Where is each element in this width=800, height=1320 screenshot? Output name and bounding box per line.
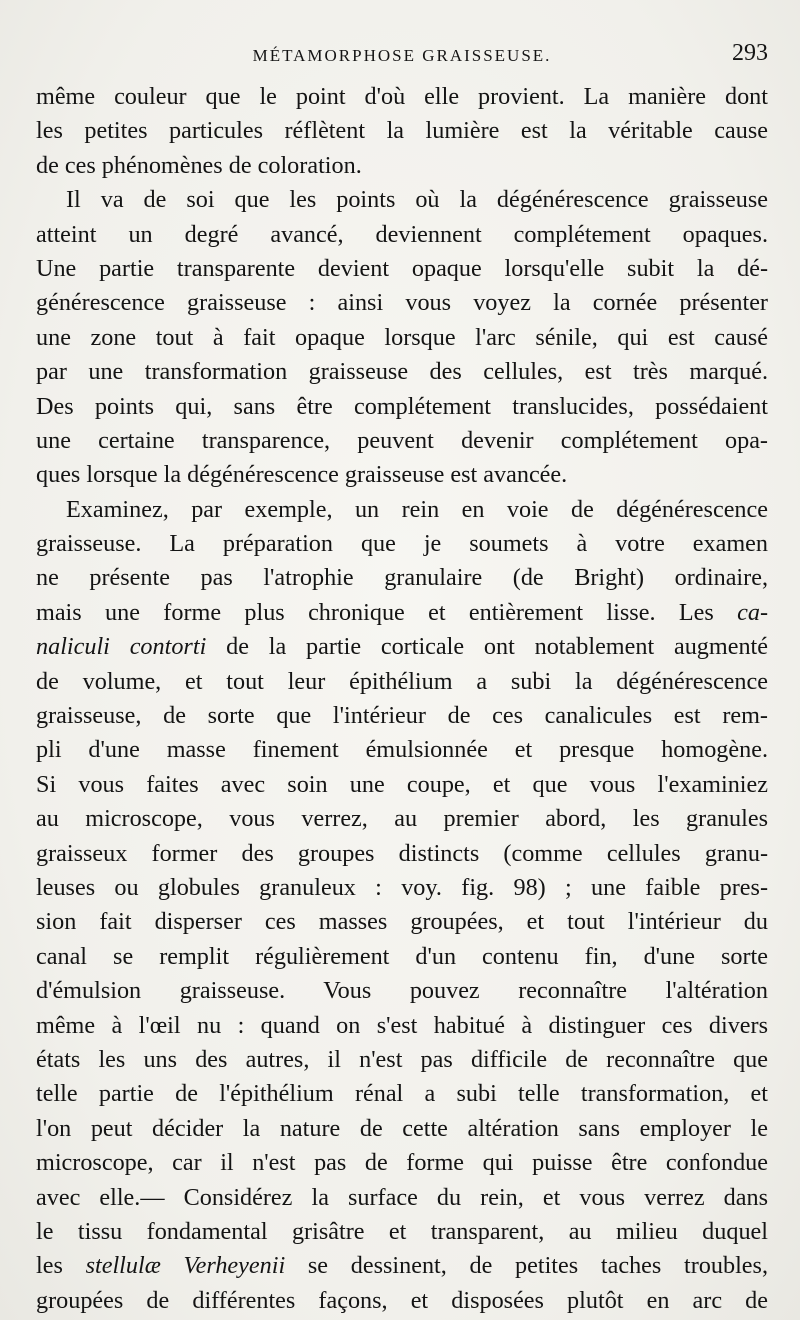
- text-line: [36, 1249, 768, 1283]
- text-line: l'on peut décider la nature de cette altération sans employer le: [36, 1114, 768, 1142]
- text-line: ques lorsque la dégénérescence graisseuse est avancée.: [36, 461, 568, 489]
- text-line: d'émulsion graisseuse. Vous pouvez reconnaître l'altération: [36, 977, 768, 1005]
- text-line: Des points qui, sans être complétement translucides, possédaient: [36, 392, 768, 420]
- text-line: sion fait disperser ces masses groupées, et tout l'intérieur du: [36, 908, 768, 936]
- text-line: de ces phénomènes de coloration.: [36, 151, 362, 179]
- text-line: même couleur que le point d'où elle provient. La manière dont: [36, 83, 768, 110]
- text-line: [36, 630, 768, 664]
- text-line: Une partie transparente devient opaque lorsqu'elle subit la dé-: [36, 254, 768, 282]
- text-fragment: les: [36, 1252, 86, 1280]
- text-line: les petites particules réflètent la lumière est la véritable cause: [36, 117, 768, 145]
- text-line: une certaine transparence, peuvent devenir complétement opa-: [36, 426, 768, 454]
- running-head: [36, 40, 768, 76]
- text-line: pli d'une masse finement émulsionnée et presque homogène.: [36, 736, 768, 764]
- text-line: états les uns des autres, il n'est pas difficile de reconnaître que: [36, 1045, 768, 1073]
- text-line: avec elle.— Considérez la surface du rein, et vous verrez dans: [36, 1183, 768, 1211]
- text-line: graisseux former des groupes distincts (comme cellules granu-: [36, 839, 768, 867]
- page-number: 293: [732, 40, 768, 66]
- text-line: générescence graisseuse : ainsi vous voyez la cornée présenter: [36, 289, 768, 317]
- text-line: atteint un degré avancé, deviennent complétement opaques.: [36, 220, 768, 248]
- body-text: [36, 80, 768, 1318]
- text-line: le tissu fondamental grisâtre et transparent, au milieu duquel: [36, 1217, 768, 1245]
- text-line: Examinez, par exemple, un rein en voie de dégénérescence: [66, 495, 768, 523]
- text-line: canal se remplit régulièrement d'un contenu fin, d'une sorte: [36, 942, 768, 970]
- italic-term: stellulæ Verheyenii: [85, 1252, 286, 1280]
- text-line: une zone tout à fait opaque lorsque l'arc sénile, qui est causé: [36, 323, 768, 351]
- text-line: Il va de soi que les points où la dégénérescence graisseuse: [66, 186, 768, 214]
- text-line: graisseuse. La préparation que je soumets à votre examen: [36, 530, 768, 558]
- italic-term: ca-: [737, 598, 768, 626]
- text-line: leuses ou globules granuleux : voy. fig. 98) ; une faible pres-: [36, 873, 768, 901]
- text-line: de volume, et tout leur épithélium a subi la dégénérescence: [36, 667, 768, 695]
- text-line: microscope, car il n'est pas de forme qui puisse être confondue: [36, 1149, 768, 1177]
- text-fragment: se dessinent, de petites taches troubles,: [285, 1252, 768, 1280]
- text-line: par une transformation graisseuse des cellules, est très marqué.: [36, 358, 768, 386]
- italic-term: naliculi contorti: [36, 633, 207, 661]
- text-line: ne présente pas l'atrophie granulaire (de Bright) ordinaire,: [36, 564, 768, 592]
- text-fragment: mais une forme plus chronique et entièrement lisse. Les: [36, 598, 738, 626]
- text-fragment: de la partie corticale ont notablement augmenté: [226, 633, 768, 661]
- text-line: [36, 596, 768, 630]
- text-line: Si vous faites avec soin une coupe, et que vous l'examiniez: [36, 770, 768, 798]
- text-line: même à l'œil nu : quand on s'est habitué à distinguer ces divers: [36, 1011, 768, 1039]
- text-line: groupées de différentes façons, et disposées plutôt en arc de: [36, 1286, 768, 1314]
- text-line: graisseuse, de sorte que l'intérieur de ces canalicules est rem-: [36, 702, 768, 730]
- running-title: MÉTAMORPHOSE GRAISSEUSE.: [252, 46, 552, 65]
- text-line: telle partie de l'épithélium rénal a subi telle transformation, et: [36, 1080, 768, 1108]
- text-line: au microscope, vous verrez, au premier abord, les granules: [36, 805, 768, 833]
